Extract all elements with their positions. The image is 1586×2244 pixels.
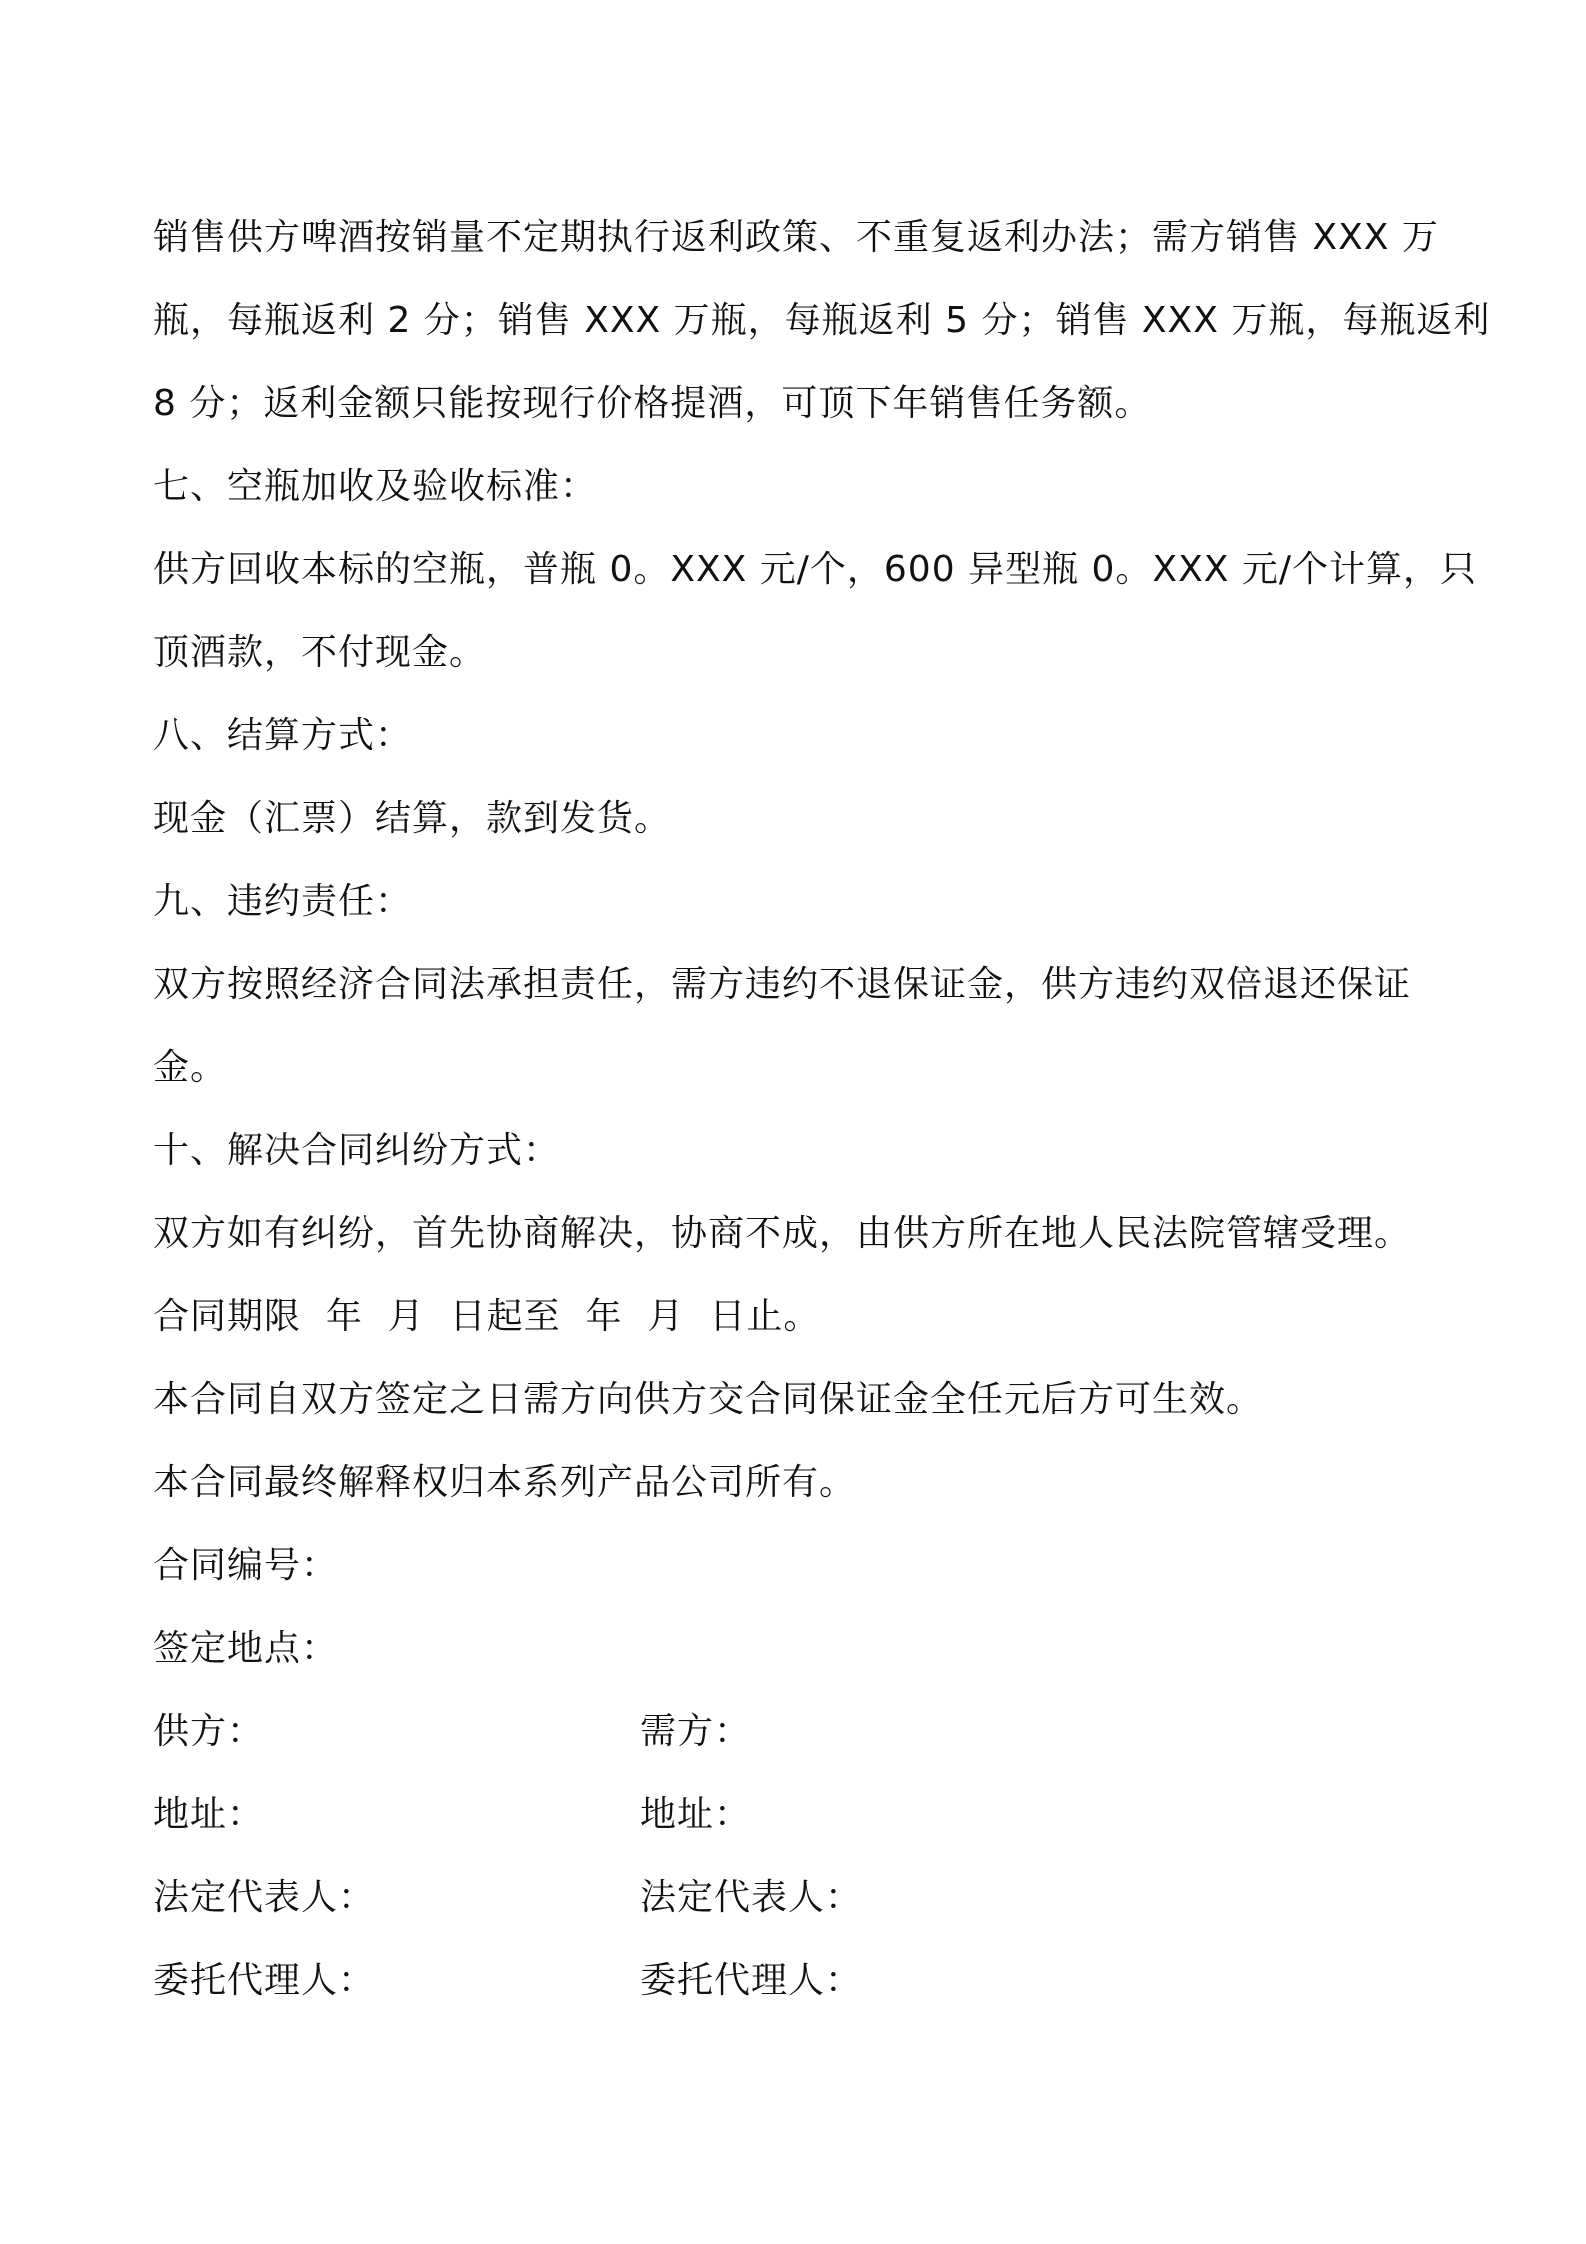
dispute-paragraph: 双方如有纠纷，首先协商解决，协商不成，由供方所在地人民法院管辖受理。: [153, 1213, 1412, 1254]
section-7-heading: 七、空瓶加收及验收标准：: [153, 466, 598, 507]
supplier-address-label: 地址：: [153, 1794, 265, 1835]
contract-body: [153, 196, 1491, 2022]
signature-row-party: [153, 1690, 1453, 1773]
rebate-paragraph-line-1: 销售供方啤酒按销量不定期执行返利政策、不重复返利办法；需方销售 XXX 万: [153, 217, 1439, 258]
settlement-paragraph: 现金（汇票）结算，款到发货。: [153, 798, 672, 839]
signature-row-address: [153, 1773, 1453, 1856]
buyer-legal-rep-label: 法定代表人：: [640, 1877, 863, 1918]
empty-bottle-paragraph-line-1: 供方回收本标的空瓶，普瓶 0。XXX 元/个，600 异型瓶 0。XXX 元/个计算，只: [153, 549, 1477, 590]
contract-number-label: 合同编号：: [153, 1545, 339, 1586]
supplier-agent-label: 委托代理人：: [153, 1960, 376, 2001]
contract-term-line: 合同期限 年 月 日起至 年 月 日止。: [153, 1296, 821, 1337]
empty-bottle-paragraph-line-2: 顶酒款，不付现金。: [153, 632, 487, 673]
section-8-heading: 八、结算方式：: [153, 715, 413, 756]
signature-row-legal-rep: [153, 1856, 1453, 1939]
supplier-label: 供方：: [153, 1711, 265, 1752]
buyer-label: 需方：: [640, 1711, 752, 1752]
supplier-legal-rep-label: 法定代表人：: [153, 1877, 376, 1918]
liability-paragraph-line-1: 双方按照经济合同法承担责任，需方违约不退保证金，供方违约双倍退还保证: [153, 964, 1412, 1005]
buyer-agent-label: 委托代理人：: [640, 1960, 863, 2001]
rebate-paragraph-line-2: 瓶，每瓶返利 2 分；销售 XXX 万瓶，每瓶返利 5 分；销售 XXX 万瓶，每瓶返利: [153, 300, 1491, 341]
section-9-heading: 九、违约责任：: [153, 881, 413, 922]
section-10-heading: 十、解决合同纠纷方式：: [153, 1130, 561, 1171]
signature-row-agent: [153, 1939, 1453, 2022]
liability-paragraph-line-2: 金。: [153, 1047, 228, 1088]
signing-place-label: 签定地点：: [153, 1628, 339, 1669]
buyer-address-label: 地址：: [640, 1794, 752, 1835]
rebate-paragraph-line-3: 8 分；返利金额只能按现行价格提酒，可顶下年销售任务额。: [153, 383, 1152, 424]
effective-clause: 本合同自双方签定之日需方向供方交合同保证金全任元后方可生效。: [153, 1379, 1264, 1420]
interpretation-clause: 本合同最终解释权归本系列产品公司所有。: [153, 1462, 857, 1503]
